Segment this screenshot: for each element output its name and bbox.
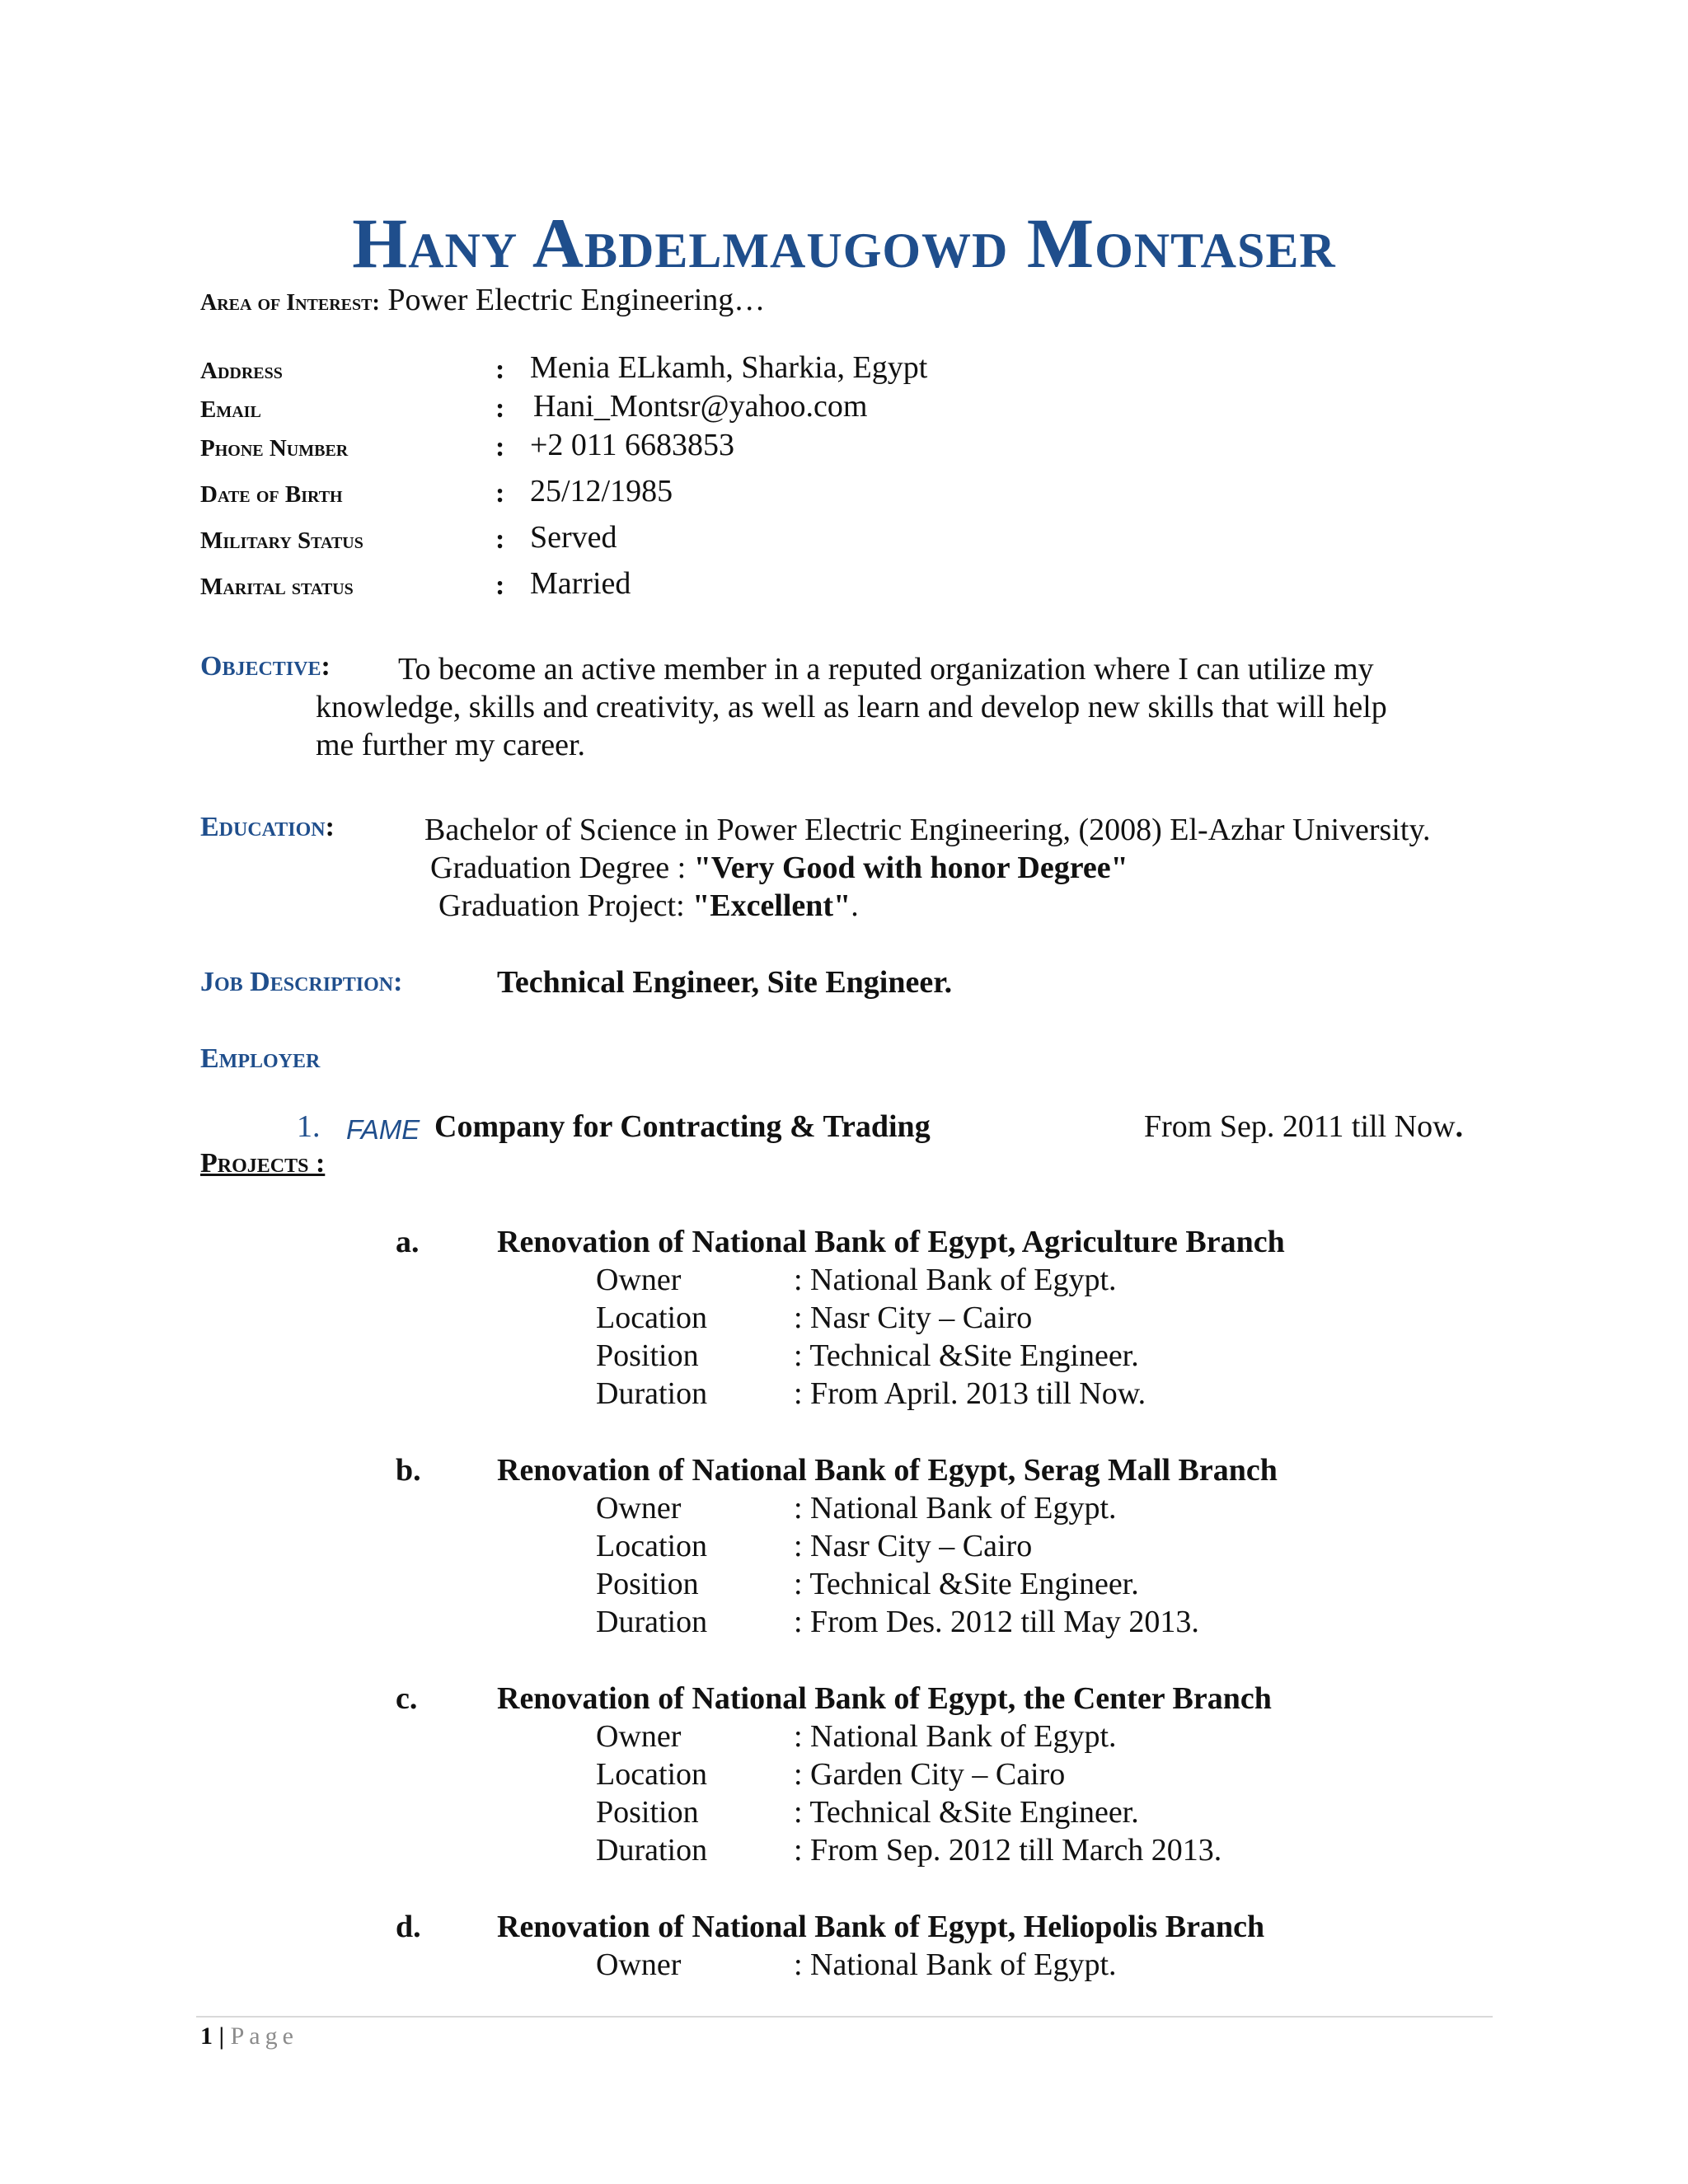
graduation-degree-value: "Very Good with honor Degree" (693, 851, 1128, 885)
objective-line: To become an active member in a reputed organization where I can utilize my (398, 652, 1374, 687)
page-footer (200, 2022, 298, 2050)
project-field-value: : Technical &Site Engineer. (794, 1795, 1139, 1830)
project-field-key: Owner (596, 1719, 682, 1754)
graduation-project-label: Graduation Project: (438, 888, 693, 923)
project-field-value: : From Sep. 2012 till March 2013. (794, 1833, 1222, 1868)
info-value: Served (530, 520, 617, 555)
info-label: Address (200, 358, 283, 384)
education-degree-line: Bachelor of Science in Power Electric Engineering, (2008) El-Azhar University. (424, 813, 1431, 847)
info-value: Married (530, 566, 631, 601)
area-of-interest-label: Area of Interest: (200, 290, 380, 316)
footer-separator: | (218, 2022, 225, 2050)
project-field-value: : From April. 2013 till Now. (794, 1376, 1146, 1411)
info-label: Date of Birth (200, 481, 343, 508)
info-colon: : (495, 524, 505, 555)
project-title: Renovation of National Bank of Egypt, Serag Mall Branch (497, 1453, 1278, 1488)
education-heading: Education: (200, 812, 335, 842)
area-of-interest (200, 282, 765, 318)
info-colon: : (495, 354, 505, 385)
page-number: 1 (200, 2022, 213, 2050)
employer-period: From Sep. 2011 till Now. (1144, 1109, 1464, 1144)
area-of-interest-value: Power Electric Engineering… (387, 283, 766, 317)
education-label: Education (200, 812, 326, 842)
project-field-value: : Garden City – Cairo (794, 1757, 1066, 1792)
fame-logo: FAME (346, 1114, 420, 1145)
footer-divider (196, 2016, 1493, 2018)
graduation-degree-label: Graduation Degree : (430, 851, 694, 885)
project-field-value: : National Bank of Egypt. (794, 1719, 1117, 1754)
graduation-degree (430, 850, 1128, 886)
project-field-value: : Nasr City – Cairo (794, 1529, 1033, 1563)
projects-heading: Projects : (200, 1148, 326, 1179)
project-field-key: Position (596, 1795, 699, 1830)
info-value: Menia ELkamh, Sharkia, Egypt (530, 350, 928, 385)
project-field-value: : National Bank of Egypt. (794, 1947, 1117, 1982)
project-field-key: Owner (596, 1263, 682, 1297)
objective-heading: Objective: (200, 651, 331, 682)
project-title: Renovation of National Bank of Egypt, Agriculture Branch (497, 1225, 1285, 1259)
info-colon: : (495, 478, 505, 509)
project-field-key: Position (596, 1567, 699, 1601)
objective-line: me further my career. (316, 728, 586, 762)
info-label: Marital status (200, 574, 354, 600)
info-colon: : (495, 570, 505, 601)
project-field-value: : National Bank of Egypt. (794, 1263, 1117, 1297)
project-field-key: Owner (596, 1491, 682, 1526)
project-field-value: : Nasr City – Cairo (794, 1301, 1033, 1335)
page-label: Page (230, 2022, 298, 2050)
info-label: Phone Number (200, 435, 349, 462)
project-field-key: Location (596, 1757, 708, 1792)
project-letter: d. (396, 1910, 421, 1944)
project-field-key: Duration (596, 1833, 708, 1868)
graduation-project: Graduation Project: "Excellent". (438, 888, 859, 923)
employer-number: 1. (297, 1109, 321, 1144)
employer-company: Company for Contracting & Trading (434, 1109, 931, 1144)
project-field-value: : From Des. 2012 till May 2013. (794, 1605, 1199, 1639)
job-description-label: Job Description: (200, 967, 403, 997)
project-letter: a. (396, 1225, 420, 1259)
info-label: Military Status (200, 527, 363, 554)
project-field-value: : National Bank of Egypt. (794, 1491, 1117, 1526)
project-field-key: Duration (596, 1605, 708, 1639)
project-field-key: Owner (596, 1947, 682, 1982)
info-colon: : (495, 393, 505, 424)
info-colon: : (495, 432, 505, 462)
project-field-key: Position (596, 1338, 699, 1373)
graduation-project-value: "Excellent" (692, 888, 851, 923)
project-title: Renovation of National Bank of Egypt, the Center Branch (497, 1681, 1272, 1716)
info-label: Email (200, 396, 261, 423)
project-field-value: : Technical &Site Engineer. (794, 1567, 1139, 1601)
project-title: Renovation of National Bank of Egypt, Heliopolis Branch (497, 1910, 1265, 1944)
project-field-key: Location (596, 1301, 708, 1335)
project-field-key: Location (596, 1529, 708, 1563)
project-field-value: : Technical &Site Engineer. (794, 1338, 1139, 1373)
job-description-value: Technical Engineer, Site Engineer. (497, 965, 953, 1000)
objective-label: Objective (200, 651, 321, 682)
info-value: Hani_Montsr@yahoo.com (533, 389, 868, 424)
info-value: +2 011 6683853 (530, 428, 735, 462)
info-value: 25/12/1985 (530, 474, 673, 509)
resume-name: Hany Abdelmaugowd Montaser (352, 204, 1336, 283)
objective-line: knowledge, skills and creativity, as well as learn and develop new skills that will help (316, 690, 1387, 724)
project-field-key: Duration (596, 1376, 708, 1411)
project-letter: c. (396, 1681, 418, 1716)
employer-heading: Employer (200, 1043, 321, 1074)
project-letter: b. (396, 1453, 421, 1488)
